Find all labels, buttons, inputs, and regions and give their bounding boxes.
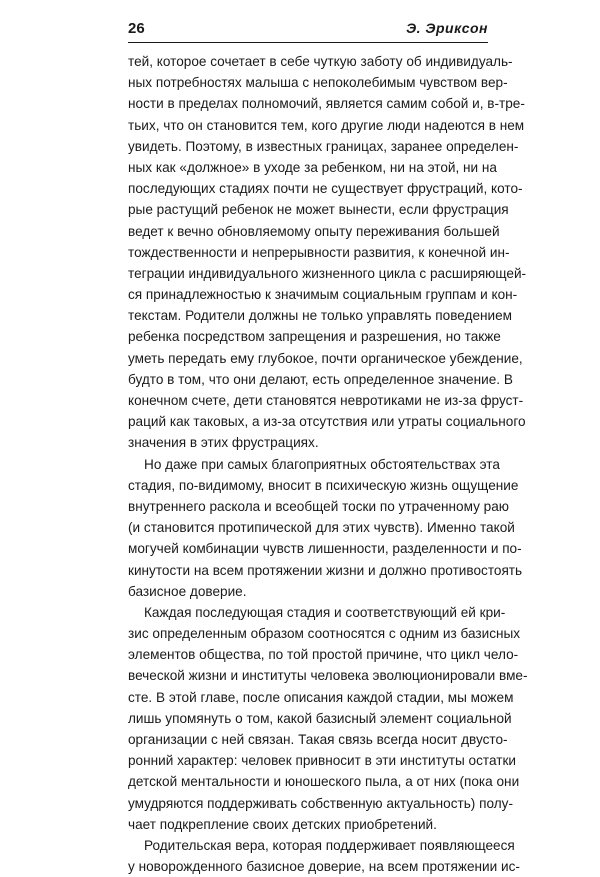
text-line: уметь передать ему глубокое, почти органическое убеждение, — [128, 350, 523, 366]
text-line: ных потребностях малыша с непоколебимым чувством вер- — [128, 75, 508, 91]
text-line: могучей комбинации чувств лишенности, разделенности и по- — [128, 541, 522, 557]
text-line: у новорожденного базисное доверие, на всем протяжении ис- — [128, 859, 520, 875]
text-line: тождественности и непрерывности развития, к конечной ин- — [128, 244, 510, 260]
body-text — [128, 51, 528, 877]
text-line: ных как «должное» в уходе за ребенком, ни на этой, ни на — [128, 159, 497, 175]
text-line: раций как таковых, а из-за отсутствия или утраты социального — [128, 414, 526, 430]
text-line: кинутости на всем протяжении жизни и должно противостоять — [128, 562, 523, 578]
text-line: Родительская вера, которая поддерживает появляющееся — [144, 837, 515, 853]
text-line: рые растущий ребенок не может вынести, если фрустрация — [128, 202, 509, 218]
text-line: тьих, что он становится тем, кого другие люди надеются в нем — [128, 117, 525, 133]
text-line: ности в пределах полномочий, является самим собой и, в-тре- — [128, 96, 525, 112]
text-line: теграции индивидуального жизненного цикла с расширяющей- — [128, 265, 527, 281]
text-line: элементов общества, по той простой причине, что цикл чело- — [128, 647, 519, 663]
text-line: тей, которое сочетает в себе чуткую заботу об индивидуаль- — [128, 54, 513, 69]
text-line: детской ментальности и юношеского пыла, а от них (пока они — [128, 774, 520, 790]
paragraph — [128, 835, 520, 877]
text-line: лишь упомянуть о том, какой базисный элемент социальной — [128, 710, 512, 726]
text-line: умудряются поддерживать собственную актуальность) полу- — [128, 795, 513, 811]
text-line: увидеть. Поэтому, в известных границах, заранее определен- — [128, 138, 519, 154]
text-line: Но даже при самых благоприятных обстоятельствах эта — [144, 456, 500, 472]
text-line: веческой жизни и институты человека эволюционировали вме- — [128, 668, 528, 684]
page-number: 26 — [128, 20, 145, 37]
text-line: ся принадлежностью к значимым социальным группам и кон- — [128, 287, 518, 303]
text-line: будто в том, что они делают, есть определенное значение. В — [128, 371, 513, 387]
text-line: сте. В этой главе, после описания каждой стадии, мы можем — [128, 689, 514, 705]
text-line: стадия, по-видимому, вносит в психическую жизнь ощущение — [128, 477, 519, 493]
text-line: зис определенным образом соотносятся с одним из базисных — [128, 626, 521, 642]
text-line: организации с ней связан. Такая связь всегда носит двусто- — [128, 732, 508, 747]
text-line: Каждая последующая стадия и соответствующий ей кри- — [144, 604, 506, 620]
paragraph — [128, 51, 527, 454]
text-line: (и становится протипической для этих чувств). Именно такой — [128, 520, 515, 536]
text-line: ронний характер: человек привносит в эти институты остатки — [128, 753, 517, 769]
page-header — [128, 16, 488, 44]
text-line: ребенка посредством запрещения и разрешения, но также — [128, 329, 501, 345]
text-line: ведет к вечно обновляемому опыту переживания большей — [128, 223, 500, 239]
header-divider — [128, 42, 488, 43]
text-line: базисное доверие. — [128, 583, 247, 599]
text-line: конечном счете, дети становятся невротиками не из-за фруст- — [128, 393, 524, 408]
paragraph — [128, 602, 528, 835]
text-line: последующих стадиях почти не существует фрустраций, кото- — [128, 181, 523, 197]
text-line: текстам. Родители должны не только управлять поведением — [128, 308, 513, 324]
text-line: значения в этих фрустрациях. — [128, 435, 319, 451]
running-head: Э. Эриксон — [406, 20, 488, 36]
text-line: внутреннего раскола и всеобщей тоски по утраченному раю — [128, 498, 509, 514]
text-line: чает подкрепление своих детских приобретений. — [128, 816, 437, 832]
paragraph — [128, 454, 523, 602]
